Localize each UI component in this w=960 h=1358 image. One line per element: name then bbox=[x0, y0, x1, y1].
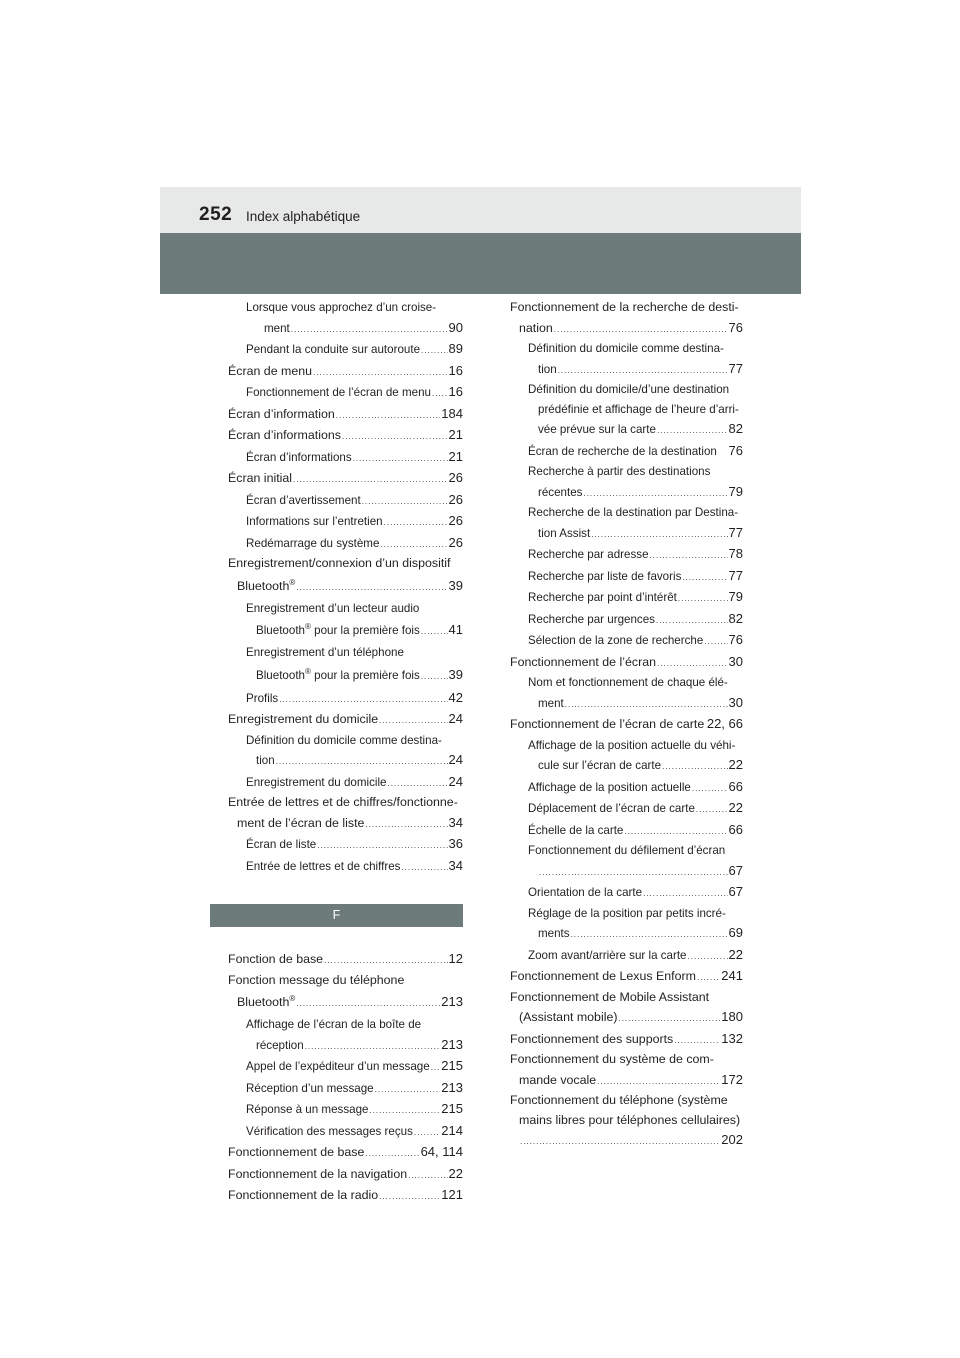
index-subentry: Réponse à un message ..... 215 bbox=[210, 1099, 463, 1121]
index-subentry: Affichage de la position actuelle du véhi- cule sur l’écran de carte ..... 22 bbox=[492, 736, 743, 777]
index-entry: Fonction message du téléphone Bluetooth® ..... 213 bbox=[210, 971, 463, 1016]
letter-section-header: F bbox=[210, 904, 463, 927]
index-subentry: Vérification des messages reçus ..... 214 bbox=[210, 1121, 463, 1143]
index-subentry: Profils ..... 42 bbox=[210, 688, 463, 710]
index-entry: Fonction de base ..... 12 bbox=[210, 949, 463, 971]
section-title: Index alphabétique bbox=[246, 209, 361, 224]
index-subentry: Écran d’avertissement ..... 26 bbox=[210, 490, 463, 512]
index-entry: Écran d’informations ..... 21 bbox=[210, 425, 463, 447]
index-subentry: Enregistrement du domicile ..... 24 bbox=[210, 772, 463, 794]
index-subentry: Écran d’informations ..... 21 bbox=[210, 447, 463, 469]
index-entry: Fonctionnement du téléphone (système mains libres pour téléphones cellulaires) ..... 202 bbox=[492, 1091, 743, 1152]
index-subentry: Recherche de la destination par Destina- tion Assist ..... 77 bbox=[492, 503, 743, 544]
index-subentry: Affichage de la position actuelle ..... 66 bbox=[492, 777, 743, 799]
index-subentry: Enregistrement d’un lecteur audio Bluetooth® pour la première fois ..... 41 bbox=[210, 599, 463, 644]
header-dark-band bbox=[160, 233, 801, 294]
index-subentry: Pendant la conduite sur autoroute ..... 89 bbox=[210, 339, 463, 361]
index-column-left bbox=[210, 298, 463, 1207]
index-subentry: Recherche par urgences ..... 82 bbox=[492, 609, 743, 631]
index-subentry: Écran de recherche de la destination 76 bbox=[528, 442, 743, 458]
index-entry: Écran initial ..... 26 bbox=[210, 468, 463, 490]
index-subentry: Fonctionnement du défilement d’écran ..... 67 bbox=[492, 841, 743, 882]
index-subentry: Sélection de la zone de recherche ..... 76 bbox=[492, 630, 743, 652]
index-entry: Fonctionnement de Mobile Assistant (Assistant mobile) ..... 180 bbox=[492, 988, 743, 1029]
index-subentry: Réglage de la position par petits incré- ments ..... 69 bbox=[492, 904, 743, 945]
index-subentry: Fonctionnement de l’écran de menu ..... 16 bbox=[210, 382, 463, 404]
index-entry: Fonctionnement de base ..... 64, 114 bbox=[210, 1142, 463, 1164]
index-entry: Fonctionnement de la navigation ..... 22 bbox=[210, 1164, 463, 1186]
index-entry: Fonctionnement de Lexus Enform ..... 241 bbox=[492, 966, 743, 988]
index-entry: Fonctionnement de la radio ..... 121 bbox=[210, 1185, 463, 1207]
index-subentry: Recherche à partir des destinations récentes ..... 79 bbox=[492, 462, 743, 503]
index-entry: Enregistrement/connexion d’un dispositif Bluetooth® ..... 39 bbox=[210, 554, 463, 599]
index-subentry: Lorsque vous approchez d’un croise- ment ..... 90 bbox=[210, 298, 463, 339]
index-subentry: Définition du domicile comme destina- tion ..... 24 bbox=[210, 731, 463, 772]
index-subentry: Recherche par adresse ..... 78 bbox=[492, 544, 743, 566]
index-entry: Entrée de lettres et de chiffres/fonctionne- ment de l’écran de liste ..... 34 bbox=[210, 793, 463, 834]
index-column-right bbox=[492, 298, 743, 1152]
page-number: 252 bbox=[199, 204, 233, 225]
index-subentry: Échelle de la carte ..... 66 bbox=[492, 820, 743, 842]
index-subentry: Recherche par point d’intérêt ..... 79 bbox=[492, 587, 743, 609]
index-subentry: Zoom avant/arrière sur la carte ..... 22 bbox=[492, 945, 743, 967]
index-subentry: Orientation de la carte ..... 67 bbox=[492, 882, 743, 904]
index-subentry: Réception d’un message ..... 213 bbox=[210, 1078, 463, 1100]
index-entry: Fonctionnement de l’écran ..... 30 bbox=[492, 652, 743, 674]
index-entry: Fonctionnement du système de com- mande vocale ..... 172 bbox=[492, 1050, 743, 1091]
index-subentry: Redémarrage du système ..... 26 bbox=[210, 533, 463, 555]
index-entry: Enregistrement du domicile ..... 24 bbox=[210, 709, 463, 731]
index-entry: Écran d’information ..... 184 bbox=[210, 404, 463, 426]
index-entry: Fonctionnement de l’écran de carte 22, 66 bbox=[510, 716, 743, 731]
index-subentry: Informations sur l’entretien ..... 26 bbox=[210, 511, 463, 533]
index-subentry: Déplacement de l’écran de carte ..... 22 bbox=[492, 798, 743, 820]
index-subentry: Recherche par liste de favoris ..... 77 bbox=[492, 566, 743, 588]
index-subentry: Définition du domicile/d’une destination prédéfinie et affichage de l’heure d’arri- vée prévue sur la carte ..... 82 bbox=[492, 380, 743, 441]
index-entry: Fonctionnement des supports ..... 132 bbox=[492, 1029, 743, 1051]
index-subentry: Nom et fonctionnement de chaque élé- ment ..... 30 bbox=[492, 673, 743, 714]
index-subentry: Entrée de lettres et de chiffres ..... 34 bbox=[210, 856, 463, 878]
index-subentry: Affichage de l’écran de la boîte de réception ..... 213 bbox=[210, 1015, 463, 1056]
index-subentry: Définition du domicile comme destina- tion ..... 77 bbox=[492, 339, 743, 380]
index-subentry: Écran de liste ..... 36 bbox=[210, 834, 463, 856]
index-entry: Écran de menu ..... 16 bbox=[210, 361, 463, 383]
index-entry: Fonctionnement de la recherche de desti- nation ..... 76 bbox=[492, 298, 743, 339]
index-subentry: Appel de l’expéditeur d’un message ..... 215 bbox=[210, 1056, 463, 1078]
index-subentry: Enregistrement d’un téléphone Bluetooth® pour la première fois ..... 39 bbox=[210, 643, 463, 688]
